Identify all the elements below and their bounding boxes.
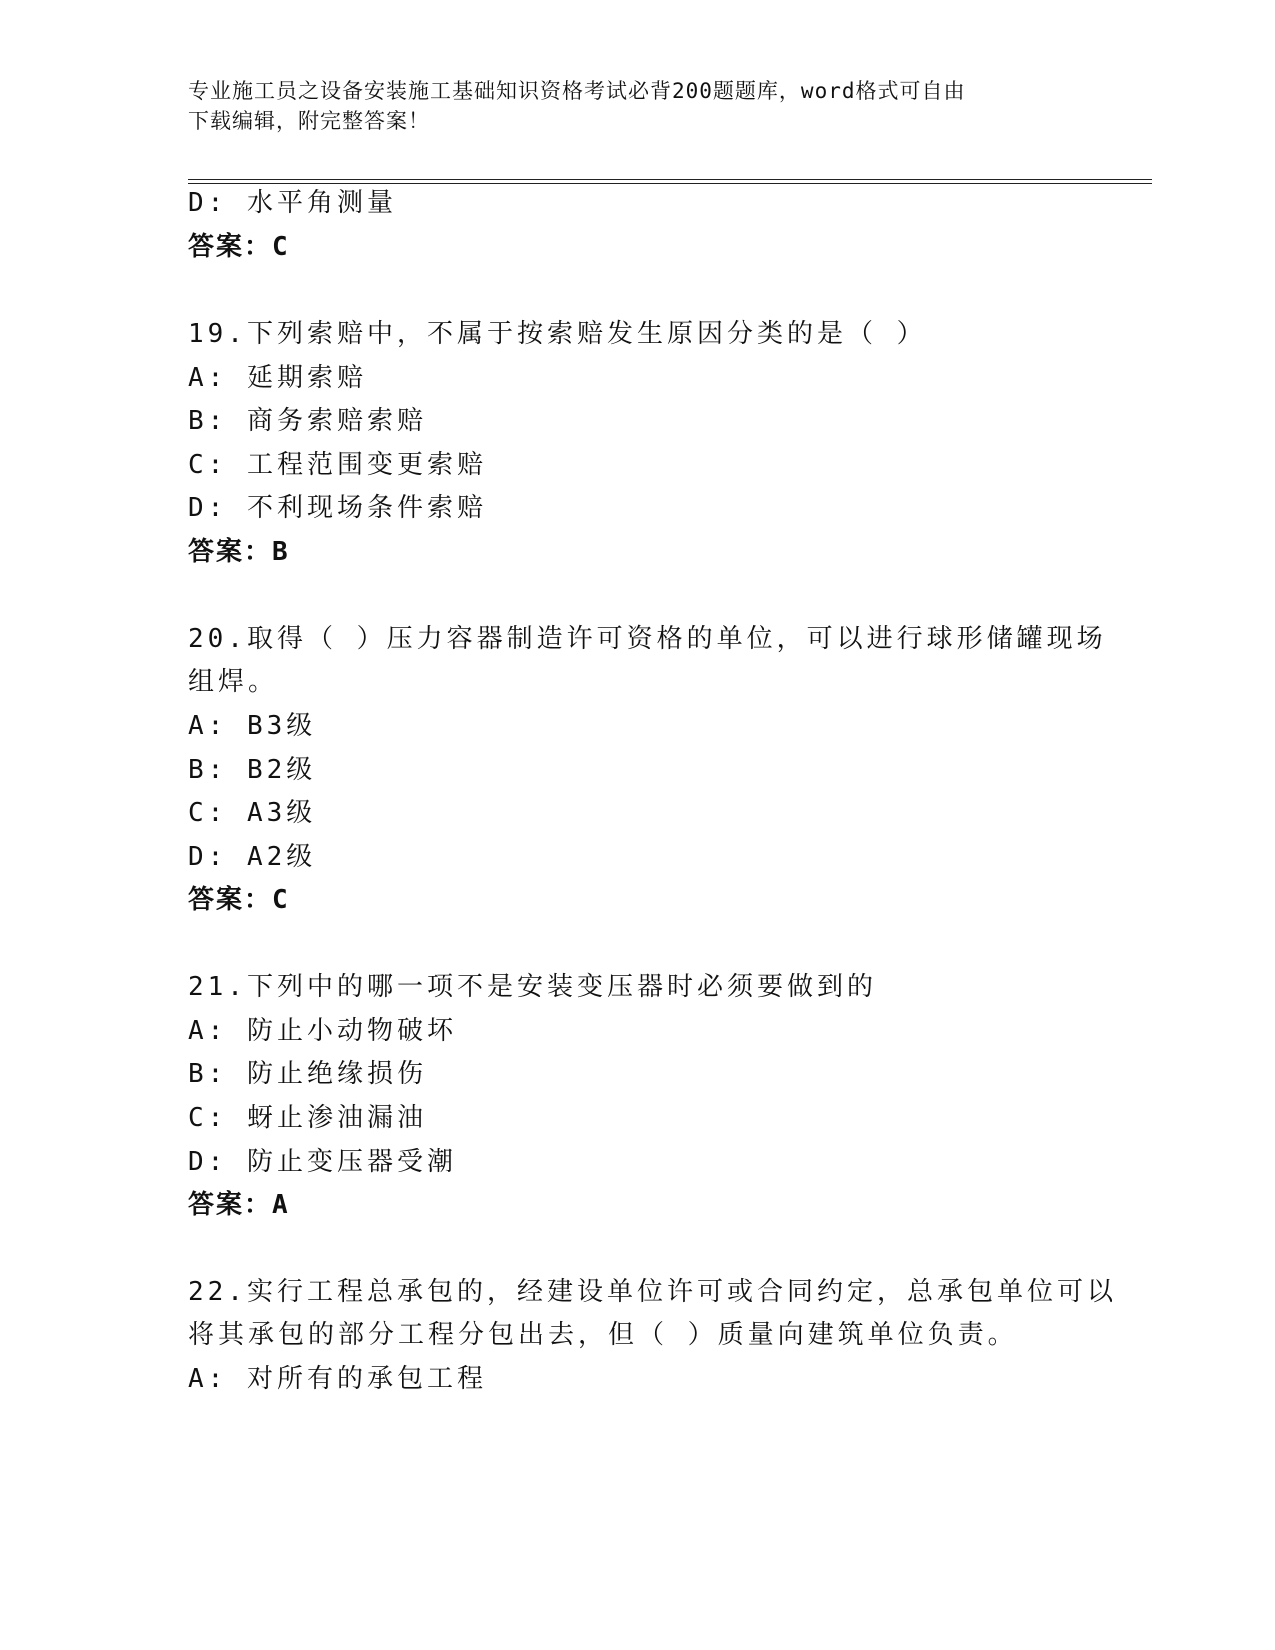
q21-option-a: A: 防止小动物破坏	[188, 1016, 457, 1046]
q22-option-a: A: 对所有的承包工程	[188, 1364, 487, 1394]
prev-answer: 答案：C	[188, 232, 290, 262]
q19-option-d: D: 不利现场条件索赔	[188, 493, 487, 523]
q20-answer: 答案：C	[188, 885, 290, 915]
q21-stem: 21.下列中的哪一项不是安装变压器时必须要做到的	[188, 972, 877, 1002]
header-line-1: 专业施工员之设备安装施工基础知识资格考试必背200题题库，word格式可自由	[188, 79, 966, 103]
document-header	[188, 76, 1068, 136]
q21-option-c: C: 蚜止渗油漏油	[188, 1103, 427, 1133]
q19-option-a: A: 延期索赔	[188, 363, 367, 393]
q20-option-b: B: B2级	[188, 755, 317, 785]
q19-option-c: C: 工程范围变更索赔	[188, 450, 487, 480]
q20-option-c: C: A3级	[188, 798, 317, 828]
q22-stem-line-1: 22.实行工程总承包的，经建设单位许可或合同约定，总承包单位可以	[188, 1277, 1117, 1307]
q21-answer: 答案：A	[188, 1190, 290, 1220]
q20-option-a: A: B3级	[188, 711, 317, 741]
q20-option-d: D: A2级	[188, 842, 317, 872]
q19-stem: 19.下列索赔中，不属于按索赔发生原因分类的是（ ）	[188, 319, 927, 349]
q19-option-b: B: 商务索赔索赔	[188, 406, 427, 436]
header-divider-bottom	[188, 183, 1152, 184]
q20-stem-line-1: 20.取得（ ）压力容器制造许可资格的单位，可以进行球形储罐现场	[188, 624, 1107, 654]
q19-answer: 答案：B	[188, 537, 290, 567]
q20-stem-line-2: 组焊。	[188, 667, 279, 697]
header-divider-top	[188, 179, 1152, 180]
q21-option-d: D: 防止变压器受潮	[188, 1147, 457, 1177]
header-line-2: 下载编辑，附完整答案！	[188, 109, 430, 133]
prev-option-d: D: 水平角测量	[188, 188, 397, 218]
q21-option-b: B: 防止绝缘损伤	[188, 1059, 427, 1089]
q22-stem-line-2: 将其承包的部分工程分包出去，但（ ）质量向建筑单位负责。	[188, 1320, 1018, 1350]
